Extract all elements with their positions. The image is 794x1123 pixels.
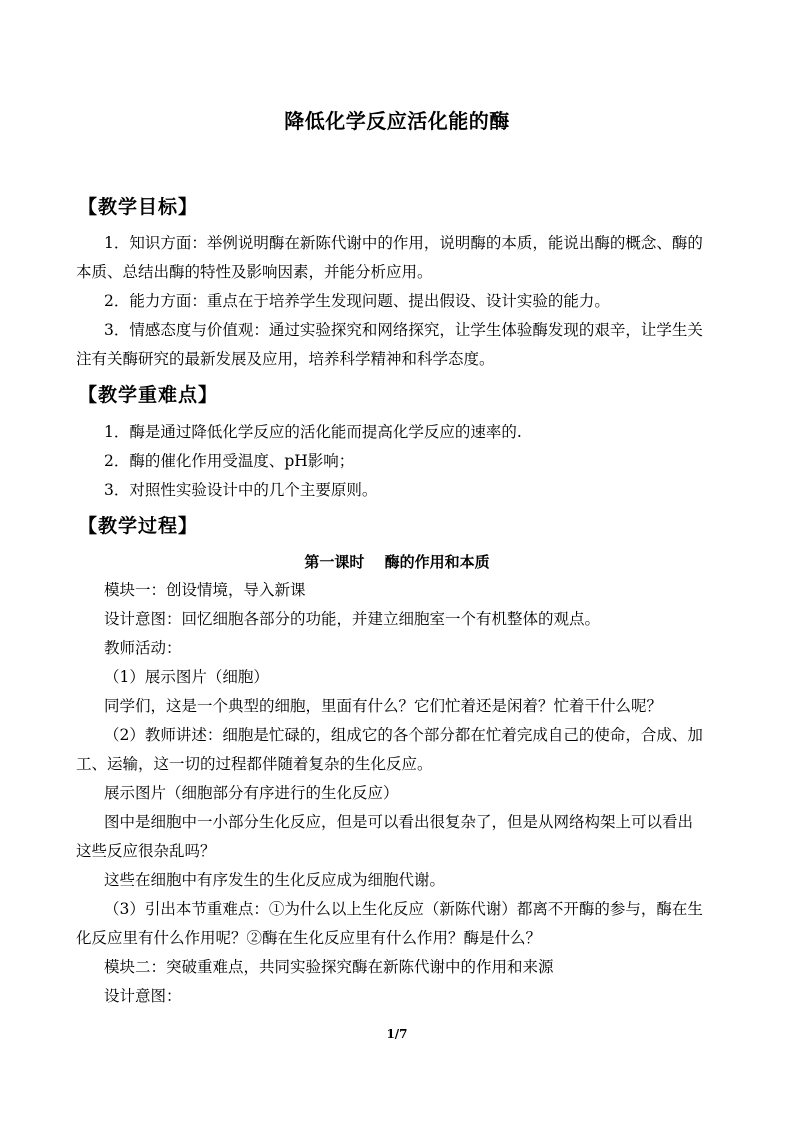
- section-heading-objectives: 【教学目标】: [78, 196, 199, 218]
- page-number: 1/7: [386, 1027, 408, 1041]
- process-line-14: 模块二：突破重难点，共同实验探究酶在新陈代谢中的作用和来源: [104, 958, 554, 976]
- process-line-11: 这些在细胞中有序发生的生化反应成为细胞代谢。: [104, 871, 446, 889]
- process-line-4: （1）展示图片（细胞）: [104, 668, 269, 686]
- objective-item-1-line-2: 本质、总结出酶的特性及影响因素，并能分析应用。: [76, 263, 433, 281]
- objective-item-3-line-1: 3．情感态度与价值观：通过实验探究和网络探究，让学生体验酶发现的艰辛，让学生关: [104, 321, 703, 339]
- process-line-3: 教师活动：: [104, 639, 182, 657]
- process-line-2: 设计意图：回忆细胞各部分的功能，并建立细胞室一个有机整体的观点。: [104, 610, 601, 628]
- process-line-7: 工、运输，这一切的过程都伴随着复杂的生化反应。: [76, 755, 433, 773]
- process-line-10: 这些反应很杂乱吗？: [76, 842, 216, 860]
- process-line-5: 同学们，这是一个典型的细胞，里面有什么？它们忙着还是闲着？忙着干什么呢？: [104, 697, 663, 715]
- section-heading-process: 【教学过程】: [78, 515, 199, 537]
- objective-item-2: 2．能力方面：重点在于培养学生发现问题、提出假设、设计实验的能力。: [104, 292, 610, 310]
- document-title: 降低化学反应活化能的酶: [284, 109, 510, 133]
- key-point-item-1: 1．酶是通过降低化学反应的活化能而提高化学反应的速率的.: [104, 423, 522, 441]
- process-line-6: （2）教师讲述：细胞是忙碌的，组成它的各个部分都在忙着完成自己的使命，合成、加: [104, 726, 703, 744]
- process-line-8: 展示图片（细胞部分有序进行的生化反应）: [104, 784, 399, 802]
- process-line-12: （3）引出本节重难点：①为什么以上生化反应（新陈代谢）都离不开酶的参与，酶在生: [104, 900, 703, 918]
- process-line-9: 图中是细胞中一小部分生化反应，但是可以看出很复杂了，但是从网络构架上可以看出: [104, 813, 694, 831]
- key-point-item-3: 3．对照性实验设计中的几个主要原则。: [104, 481, 378, 499]
- objective-item-3-line-2: 注有关酶研究的最新发展及应用，培养科学精神和科学态度。: [76, 350, 495, 368]
- objective-item-1-line-1: 1．知识方面：举例说明酶在新陈代谢中的作用，说明酶的本质，能说出酶的概念、酶的: [104, 234, 703, 252]
- lesson-title: 第一课时 酶的作用和本质: [304, 553, 490, 571]
- process-line-13: 化反应里有什么作用呢？②酶在生化反应里有什么作用？酶是什么？: [76, 929, 542, 947]
- section-heading-key-points: 【教学重难点】: [78, 384, 219, 406]
- process-line-1: 模块一：创设情境，导入新课: [104, 581, 306, 599]
- key-point-item-2: 2．酶的催化作用受温度、pH影响；: [104, 452, 355, 470]
- process-line-15: 设计意图：: [104, 987, 182, 1005]
